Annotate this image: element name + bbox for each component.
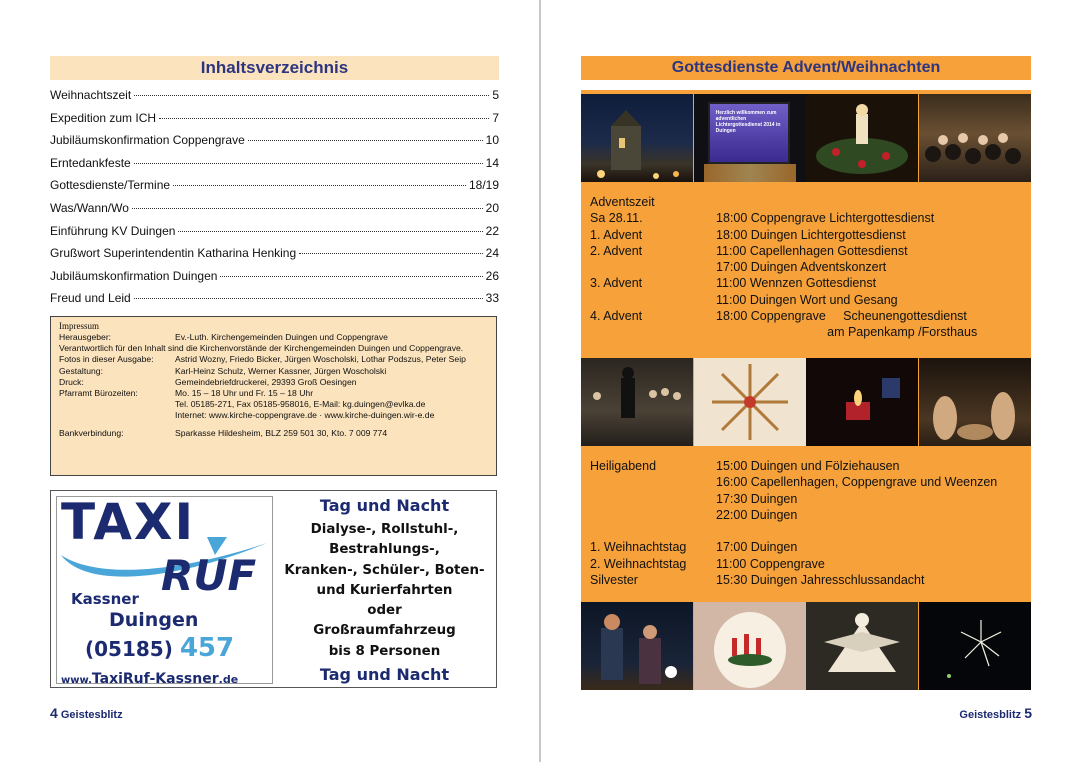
schedule-row <box>590 227 977 243</box>
photo-choir <box>581 358 693 446</box>
impressum-label: Druck: <box>59 376 84 387</box>
toc-entry-title: Jubiläumskonfirmation Coppengrave <box>50 133 245 148</box>
schedule-day <box>590 292 716 308</box>
impressum-box <box>50 316 497 476</box>
taxi-phone: (05185) 457 <box>85 633 235 663</box>
toc-entry <box>50 269 499 292</box>
photo-winter-market <box>581 602 693 690</box>
toc-entry-page: 5 <box>492 88 499 102</box>
impressum-label: Gestaltung: <box>59 365 103 376</box>
schedule-row <box>590 523 997 539</box>
toc-entry-title: Einführung KV Duingen <box>50 223 176 238</box>
photo-straw-star <box>694 358 806 446</box>
right-page <box>541 0 1080 762</box>
toc-entry-title: Jubiläumskonfirmation Duingen <box>50 268 218 283</box>
toc-leader-dots <box>134 298 483 299</box>
toc-entry-page: 20 <box>485 200 499 215</box>
schedule-event: am Papenkamp /Forsthaus <box>716 325 978 340</box>
photo-paper-angel <box>806 602 918 690</box>
services-panel <box>581 90 1031 690</box>
toc-leader-dots <box>299 253 483 254</box>
ad-service-line: Großraumfahrzeug <box>313 623 456 639</box>
toc-entry-page: 7 <box>492 110 499 125</box>
schedule-event: 17:30 Duingen <box>716 491 798 506</box>
toc-leader-dots <box>134 163 483 164</box>
toc-leader-dots <box>159 118 489 119</box>
schedule-day <box>590 507 716 523</box>
ad-service-line: oder <box>367 603 402 619</box>
impressum-value: Mo. 15 – 18 Uhr und Fr. 15 – 18 Uhr <box>175 388 314 399</box>
photo-lantern <box>694 602 806 690</box>
photo-church-night <box>581 94 693 182</box>
toc-leader-dots <box>132 208 483 209</box>
schedule-row <box>590 210 977 226</box>
photo-nativity <box>919 358 1031 446</box>
ad-service-line: Bestrahlungs-, <box>329 542 440 558</box>
schedule-row <box>590 556 997 572</box>
impressum-internet: Internet: www.kirche-coppengrave.de · www.kirche-duingen.wir-e.de <box>175 410 435 421</box>
toc-entry-page: 14 <box>485 155 499 170</box>
schedule-day: Silvester <box>590 573 638 588</box>
schedule-row <box>590 474 997 490</box>
photo-advent-wreath <box>806 94 918 182</box>
photo-candles <box>806 358 918 446</box>
services-title: Gottesdienste Advent/Weihnachten <box>581 56 1031 80</box>
toc-leader-dots <box>220 276 482 277</box>
toc-entry <box>50 291 499 314</box>
photo-row-bottom <box>581 602 1031 690</box>
toc-entry-title: Erntedankfeste <box>50 155 131 170</box>
toc-entry-page: 22 <box>485 223 499 238</box>
toc-entry-page: 33 <box>485 291 499 306</box>
advent-schedule <box>590 194 977 341</box>
schedule-row <box>590 275 977 291</box>
toc-entry <box>50 224 499 247</box>
toc-entry <box>50 111 499 134</box>
photo-congregation <box>919 94 1031 182</box>
schedule-event: 18:00 Coppengrave Lichtergottesdienst <box>716 211 935 226</box>
impressum-text: Verantwortlich für den Inhalt sind die Kirchenvorstände der Kirchengemeinden Duingen und Coppengrave. <box>59 343 464 354</box>
schedule-day: 2. Weihnachtstag <box>590 556 687 571</box>
schedule-day <box>590 474 716 490</box>
toc-entry <box>50 246 499 269</box>
impressum-value: Ev.-Luth. Kirchengemeinden Duingen und Coppengrave <box>175 332 388 342</box>
impressum-contact: Tel. 05185-271, Fax 05185-958016, E-Mail: kg.duingen@evlka.de <box>175 399 426 410</box>
schedule-row <box>590 292 977 308</box>
toc-entry <box>50 201 499 224</box>
toc-entry <box>50 178 499 201</box>
taxi-website: www.TaxiRuf-Kassner.de <box>61 671 239 687</box>
impressum-label: Herausgeber: <box>59 332 112 342</box>
toc-entry-title: Was/Wann/Wo <box>50 200 129 215</box>
schedule-event: 11:00 Coppengrave <box>716 556 825 571</box>
toc-entry-page: 24 <box>485 246 499 261</box>
ad-service-line: Dialyse-, Rollstuhl-, <box>310 522 459 537</box>
page-footer-right: Geistesblitz 5 <box>959 705 1032 721</box>
photo-row-middle <box>581 358 1031 446</box>
taxi-services <box>273 491 496 687</box>
toc-entry-page: 10 <box>485 133 499 148</box>
schedule-event: 11:00 Wennzen Gottesdienst <box>716 276 877 291</box>
schedule-day <box>590 491 716 507</box>
photo-welcome-screen <box>694 94 806 182</box>
impressum-title: Impressum <box>59 321 99 331</box>
taxi-owner: Kassner <box>71 590 139 608</box>
toc-entry <box>50 88 499 111</box>
schedule-event: 17:00 Duingen Adventskonzert <box>716 260 887 275</box>
schedule-event: 18:00 Coppengrave Scheunengottesdienst <box>716 309 967 324</box>
toc-entry-page: 18/19 <box>468 178 499 193</box>
toc-entry-title: Grußwort Superintendentin Katharina Henking <box>50 246 297 261</box>
taxi-wordmark: TAXI <box>61 493 196 551</box>
schedule-day <box>590 259 716 275</box>
schedule-row <box>590 243 977 259</box>
impressum-label: Bankverbindung: <box>59 427 124 438</box>
schedule-day: Sa 28.11. <box>590 211 643 226</box>
schedule-day: 3. Advent <box>590 276 643 291</box>
tag-und-nacht-bottom: Tag und Nacht <box>319 665 450 685</box>
ad-service-line: bis 8 Personen <box>328 643 441 659</box>
schedule-event: 11:00 Capellenhagen Gottesdienst <box>716 243 908 258</box>
toc-title: Inhaltsverzeichnis <box>50 56 499 80</box>
schedule-event: 11:00 Duingen Wort und Gesang <box>716 292 898 307</box>
welcome-screen-text: Herzlich willkommen zum adventlichen Lichtergottesdienst 2014 in Duingen <box>708 102 790 164</box>
schedule-event: 22:00 Duingen <box>716 507 798 522</box>
schedule-event: 15:30 Duingen Jahresschlussandacht <box>716 573 925 588</box>
schedule-row <box>590 539 997 555</box>
table-of-contents <box>50 88 499 314</box>
schedule-event: 18:00 Duingen Lichtergottesdienst <box>716 227 906 242</box>
taxi-town: Duingen <box>109 609 199 631</box>
schedule-row <box>590 507 997 523</box>
impressum-label: Fotos in dieser Ausgabe: <box>59 354 154 365</box>
schedule-event: 17:00 Duingen <box>716 540 798 555</box>
taxi-advertisement <box>50 490 497 688</box>
page-footer-left: 4 Geistesblitz <box>50 705 123 721</box>
ad-service-line: Kranken-, Schüler-, Boten- <box>284 562 485 578</box>
toc-leader-dots <box>248 140 483 141</box>
impressum-label: Pfarramt Bürozeiten: <box>59 388 138 399</box>
toc-entry-title: Freud und Leid <box>50 291 131 306</box>
christmas-schedule <box>590 458 997 588</box>
toc-entry-title: Gottesdienste/Termine <box>50 178 171 193</box>
toc-entry-page: 26 <box>485 268 499 283</box>
schedule-row <box>590 308 977 324</box>
schedule-day: 2. Advent <box>590 243 643 258</box>
impressum-value: Sparkasse Hildesheim, BLZ 259 501 30, Kto. 7 009 774 <box>175 427 388 438</box>
toc-leader-dots <box>173 185 466 186</box>
ruf-wordmark: RUF <box>161 551 257 600</box>
schedule-event: 15:00 Duingen und Fölziehausen <box>716 459 900 473</box>
schedule-day: 4. Advent <box>590 309 643 324</box>
taxi-logo <box>56 493 273 687</box>
toc-leader-dots <box>178 231 482 232</box>
schedule-row <box>590 572 997 588</box>
schedule-row <box>590 458 997 474</box>
toc-entry <box>50 133 499 156</box>
schedule-row <box>590 194 977 210</box>
schedule-row <box>590 324 977 340</box>
impressum-value: Astrid Wozny, Friedo Bicker, Jürgen Woscholski, Lothar Podszus, Peter Seip <box>175 354 466 365</box>
schedule-row <box>590 259 977 275</box>
toc-entry-title: Expedition zum ICH <box>50 110 157 125</box>
schedule-day: Heiligabend <box>590 459 657 473</box>
schedule-day: 1. Advent <box>590 227 643 242</box>
schedule-day <box>590 523 716 539</box>
toc-entry <box>50 156 499 179</box>
schedule-day: Adventszeit <box>590 195 655 209</box>
impressum-value: Karl-Heinz Schulz, Werner Kassner, Jürgen Woscholski <box>175 365 387 376</box>
toc-leader-dots <box>134 95 489 96</box>
schedule-day: 1. Weihnachtstag <box>590 540 687 555</box>
ad-service-line: und Kurierfahrten <box>316 582 453 598</box>
toc-entry-title: Weihnachtszeit <box>50 88 132 102</box>
impressum-value: Gemeindebriefdruckerei, 29393 Groß Oesingen <box>175 376 357 387</box>
schedule-event: 16:00 Capellenhagen, Coppengrave und Weenzen <box>716 475 998 490</box>
photo-fireworks <box>919 602 1031 690</box>
left-page <box>0 0 539 762</box>
tag-und-nacht-top: Tag und Nacht <box>319 496 450 515</box>
schedule-day <box>590 324 716 340</box>
photo-row-top <box>581 94 1031 182</box>
schedule-row <box>590 491 997 507</box>
